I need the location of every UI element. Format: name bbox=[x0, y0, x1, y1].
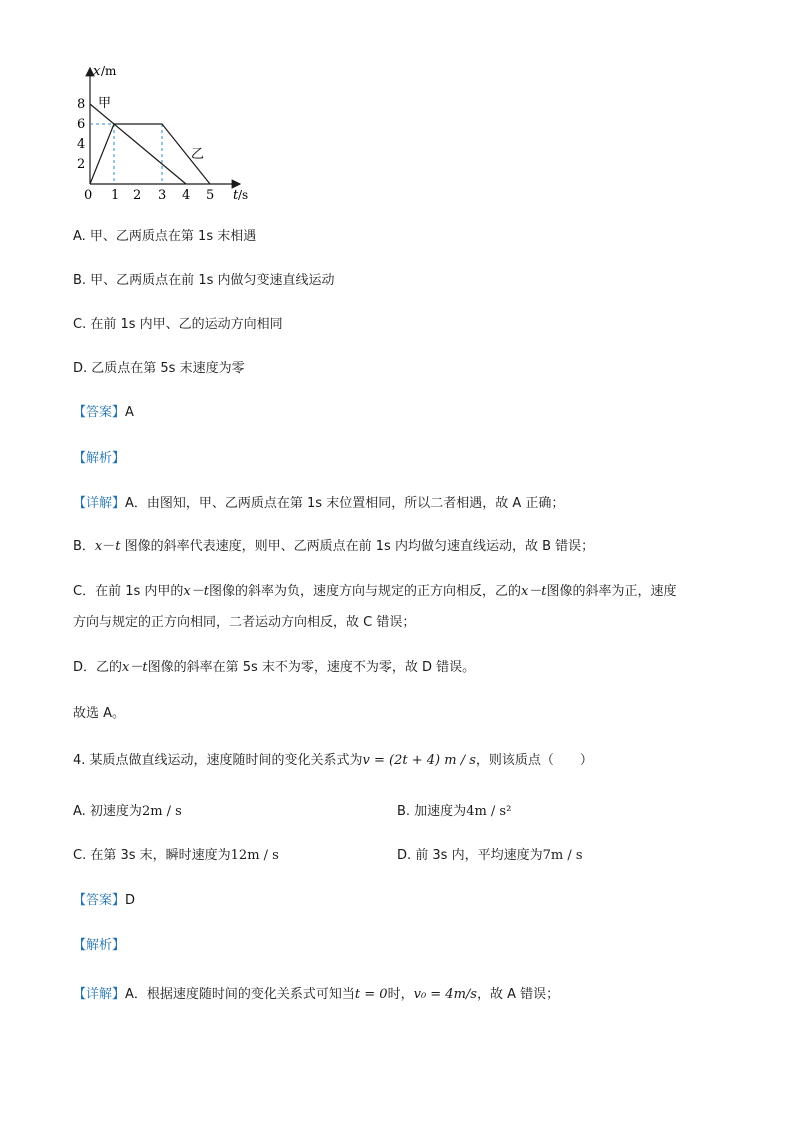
q3-option-c: C. 在前 1s 内甲、乙的运动方向相同 bbox=[73, 317, 283, 332]
q3-conclusion: 故选 A。 bbox=[73, 706, 126, 721]
x-tick-2: 2 bbox=[133, 188, 142, 200]
q4-option-d bbox=[397, 847, 583, 865]
option-value: 7m / s bbox=[542, 848, 583, 863]
label-jia: 甲 bbox=[98, 96, 112, 111]
q3-option-b: B. 甲、乙两质点在前 1s 内做匀变速直线运动 bbox=[73, 273, 335, 288]
detail-text: ，故 A 错误； bbox=[476, 987, 560, 1002]
math-xt: x－t bbox=[122, 660, 148, 675]
detail-text: A．根据速度随时间的变化关系式可知当 bbox=[125, 987, 355, 1002]
detail-text: D．乙的 bbox=[73, 660, 123, 675]
option-text: D. 前 3s 内，平均速度为 bbox=[397, 848, 543, 863]
q4-analysis-tag: 【解析】 bbox=[73, 938, 126, 953]
option-text: C. 在第 3s 末，瞬时速度为 bbox=[73, 848, 231, 863]
q3-analysis-tag: 【解析】 bbox=[73, 451, 126, 466]
answer-value: A bbox=[125, 405, 134, 420]
velocity-formula: v = (2t + 4) m / s bbox=[362, 753, 476, 768]
q4-option-a bbox=[73, 803, 182, 821]
q4-detail-1 bbox=[73, 986, 559, 1004]
detail-tag: 【详解】 bbox=[73, 987, 126, 1002]
option-text: A. 初速度为 bbox=[73, 804, 142, 819]
math-minus: － bbox=[102, 539, 116, 554]
x-axis-label-unit: /s bbox=[238, 188, 249, 200]
x-tick-4: 4 bbox=[182, 188, 191, 200]
option-value: 12m / s bbox=[230, 848, 279, 863]
detail-text: 图像的斜率为负，速度方向与规定的正方向相反，乙的 bbox=[208, 584, 521, 599]
detail-text: 图像的斜率为正，速度 bbox=[546, 584, 677, 599]
math-x: x bbox=[94, 539, 103, 554]
q3-option-a: A. 甲、乙两质点在第 1s 末相遇 bbox=[73, 229, 257, 244]
x-tick-1: 1 bbox=[111, 188, 120, 200]
y-axis-label-var: x bbox=[93, 64, 101, 79]
y-tick-4: 4 bbox=[77, 137, 86, 152]
y-tick-8: 8 bbox=[77, 97, 86, 112]
math-condition: t = 0 bbox=[354, 987, 388, 1002]
detail-text: C．在前 1s 内甲的 bbox=[73, 584, 184, 599]
detail-text: 图像的斜率在第 5s 末不为零，速度不为零，故 D 错误。 bbox=[147, 660, 476, 675]
answer-tag: 【答案】 bbox=[73, 405, 126, 420]
detail-tag: 【详解】 bbox=[73, 496, 126, 511]
option-text: B. 加速度为 bbox=[397, 804, 467, 819]
x-tick-0: 0 bbox=[84, 188, 93, 200]
answer-value: D bbox=[125, 893, 136, 908]
q3-detail-3 bbox=[73, 583, 677, 601]
x-tick-5: 5 bbox=[206, 188, 215, 200]
q4-option-c bbox=[73, 847, 279, 865]
label-yi: 乙 bbox=[191, 147, 205, 162]
math-xt: x－t bbox=[183, 584, 209, 599]
math-xt: x－t bbox=[520, 584, 547, 599]
option-value: 4m / s² bbox=[466, 804, 512, 819]
q4-option-b bbox=[397, 803, 511, 821]
option-value: 2m / s bbox=[141, 804, 182, 819]
stem-text: ，则该质点（ ） bbox=[475, 753, 593, 768]
y-tick-2: 2 bbox=[77, 157, 86, 172]
math-v0: v₀ = 4m/s bbox=[413, 987, 477, 1002]
q3-detail-4 bbox=[73, 659, 475, 677]
q3-detail-2 bbox=[73, 538, 594, 556]
q3-answer bbox=[73, 404, 134, 422]
q3-detail-3-cont: 方向与规定的正方向相同，二者运动方向相反，故 C 错误； bbox=[73, 615, 416, 630]
stem-text: 4. 某质点做直线运动，速度随时间的变化关系式为 bbox=[73, 753, 363, 768]
detail-text: A．由图知，甲、乙两质点在第 1s 末位置相同，所以二者相遇，故 A 正确； bbox=[125, 496, 565, 511]
xt-graph bbox=[72, 60, 272, 200]
detail-prefix: B． bbox=[73, 539, 95, 554]
q3-option-d: D. 乙质点在第 5s 末速度为零 bbox=[73, 361, 245, 376]
math-t: t bbox=[115, 539, 121, 554]
answer-tag: 【答案】 bbox=[73, 893, 126, 908]
q3-detail-1 bbox=[73, 495, 564, 513]
y-tick-6: 6 bbox=[77, 117, 86, 132]
x-axis-label-var: t bbox=[233, 188, 239, 200]
detail-text: 时， bbox=[387, 987, 414, 1002]
x-tick-3: 3 bbox=[158, 188, 167, 200]
detail-text: 图像的斜率代表速度，则甲、乙两质点在前 1s 内均做匀速直线运动，故 B 错误； bbox=[120, 539, 595, 554]
y-axis-label-unit: /m bbox=[101, 64, 117, 78]
q4-stem bbox=[73, 752, 593, 770]
q4-answer bbox=[73, 892, 135, 910]
series-jia-line bbox=[90, 104, 186, 184]
